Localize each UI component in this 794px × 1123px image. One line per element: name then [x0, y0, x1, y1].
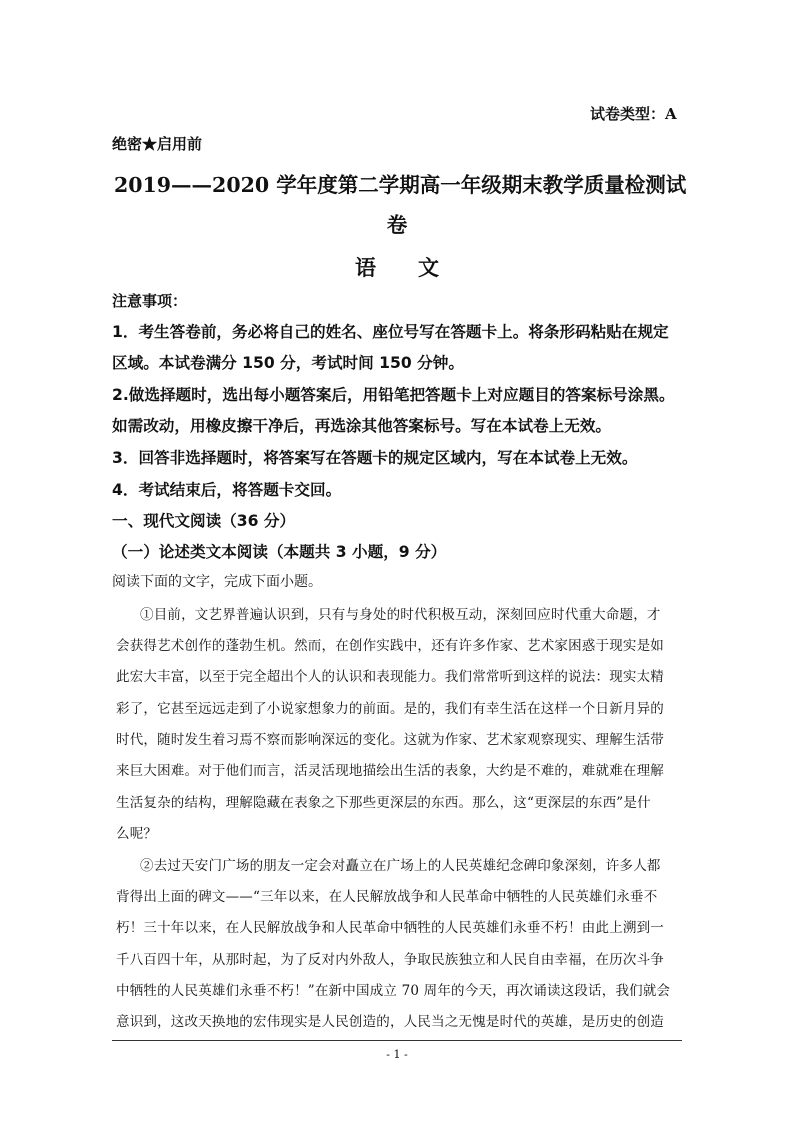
- passage-line: 来巨大困难。对于他们而言，活灵活现地描绘出生活的表象，大约是不难的，难就难在理解: [116, 763, 664, 779]
- passage-line: 背得出上面的碑文——“三年以来，在人民解放战争和人民革命中牺牲的人民英雄们永垂不: [116, 889, 658, 905]
- notice-line-2: 区域。本试卷满分 150 分，考试时间 150 分钟。: [112, 354, 464, 372]
- notice-line-1: 1．考生答卷前，务必将自己的姓名、座位号写在答题卡上。将条形码粘贴在规定: [112, 323, 669, 341]
- passage-line: 此宏大丰富，以至于完全超出个人的认识和表现能力。我们常常听到这样的说法：现实太精: [116, 669, 664, 685]
- passage-line: 中牺牲的人民英雄们永垂不朽！”在新中国成立 70 周年的今天，再次诵读这段话，我们就会: [116, 983, 671, 999]
- page-number: - 1 -: [386, 1048, 408, 1061]
- passage-line: ②去过天安门广场的朋友一定会对矗立在广场上的人民英雄纪念碑印象深刻，许多人都: [140, 858, 661, 874]
- notice-line-3: 2.做选择题时，选出每小题答案后，用铅笔把答题卡上对应题目的答案标号涂黑。: [112, 386, 675, 404]
- exam-title-line1: 2019——2020 学年度第二学期高一年级期末教学质量检测试: [114, 173, 687, 197]
- passage-line: 会获得艺术创作的蓬勃生机。然而，在创作实践中，还有许多作家、艺术家困惑于现实是如: [116, 638, 664, 654]
- notice-heading: 注意事项：: [112, 292, 188, 310]
- passage-line: 时代，随时发生着习焉不察而影响深远的变化。这就为作家、艺术家观察现实、理解生活带: [116, 732, 664, 748]
- reading-instruction: 阅读下面的文字，完成下面小题。: [112, 574, 322, 590]
- footer-divider: [112, 1040, 682, 1041]
- exam-title-line2: 卷: [386, 213, 408, 237]
- subject-title: 语 文: [355, 255, 439, 280]
- passage-line: 生活复杂的结构，理解隐藏在表象之下那些更深层的东西。那么，这“更深层的东西”是什: [116, 795, 651, 811]
- subsection-heading: （一）论述类文本阅读（本题共 3 小题，9 分）: [112, 543, 447, 561]
- passage-line: 么呢？: [116, 826, 158, 842]
- notice-line-5: 3．回答非选择题时，将答案写在答题卡的规定区域内，写在本试卷上无效。: [112, 449, 638, 467]
- confidential-mark: 绝密★启用前: [112, 135, 203, 153]
- passage-line: 千八百四十年，从那时起，为了反对内外敌人，争取民族独立和人民自由幸福，在历次斗争: [116, 952, 664, 968]
- paper-type-label: 试卷类型：A: [590, 105, 677, 123]
- passage-line: 意识到，这改天换地的宏伟现实是人民创造的，人民当之无愧是时代的英雄，是历史的创造: [116, 1014, 664, 1030]
- passage-line: ①目前，文艺界普遍认识到，只有与身处的时代积极互动，深刻回应时代重大命题，才: [140, 607, 661, 623]
- notice-line-6: 4．考试结束后，将答题卡交回。: [112, 481, 342, 499]
- notice-line-4: 如需改动，用橡皮擦干净后，再选涂其他答案标号。写在本试卷上无效。: [112, 417, 612, 435]
- passage-line: 彩了，它甚至远远走到了小说家想象力的前面。是的，我们有幸生活在这样一个日新月异的: [116, 701, 664, 717]
- passage-line: 朽！三十年以来，在人民解放战争和人民革命中牺牲的人民英雄们永垂不朽！由此上溯到一: [116, 920, 664, 936]
- section-heading: 一、现代文阅读（36 分）: [112, 512, 296, 530]
